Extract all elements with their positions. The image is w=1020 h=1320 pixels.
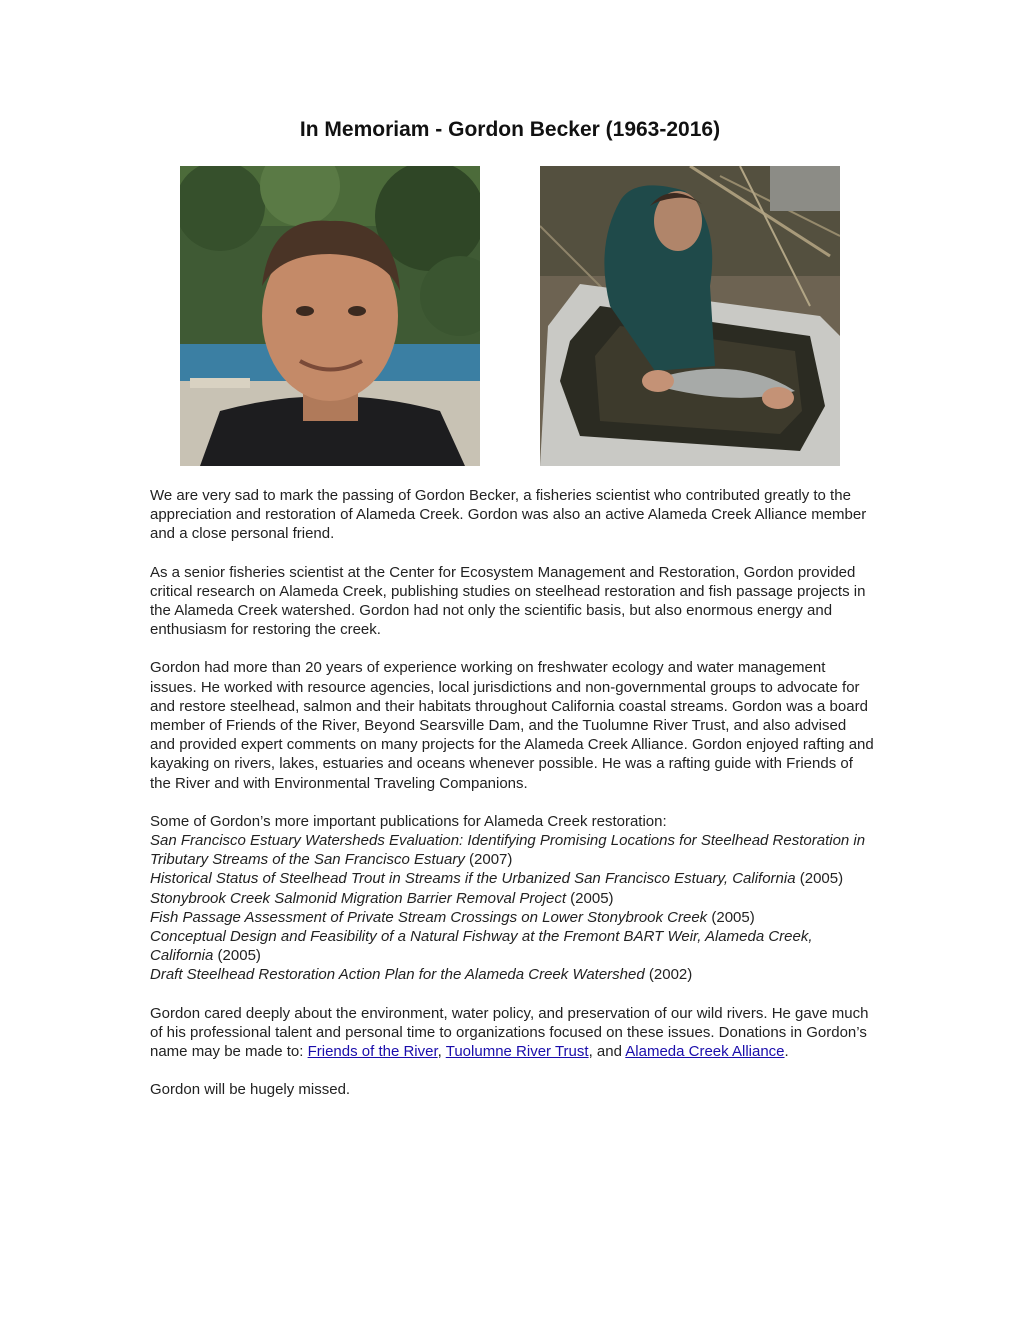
portrait-photo bbox=[180, 166, 480, 466]
experience-paragraph: Gordon had more than 20 years of experience working on freshwater ecology and water management issues. He worked with resource agencies, local jurisdictions and non-governmental groups to advocate for and restore steelhead, salmon and their habitats throughout California coastal streams. Gordon was a board member of Friends of the River, Beyond Searsville Dam, and the Tuolumne River Trust, and also advised and provided expert comments on many projects for the Alameda Creek Alliance. Gordon enjoyed rafting and kayaking on rivers, lakes, estuaries and oceans whenever possible. He was a rafting guide with Friends of the River and with Environmental Traveling Companions. bbox=[150, 659, 874, 792]
intro-paragraph: We are very sad to mark the passing of Gordon Becker, a fisheries scientist who contributed greatly to the appreciation and restoration of Alameda Creek. Gordon was also an active Alameda Creek Alliance member and a close personal friend. bbox=[150, 487, 867, 543]
article-body bbox=[150, 486, 875, 1118]
publication-item bbox=[150, 965, 875, 984]
alameda-creek-alliance-link[interactable]: Alameda Creek Alliance bbox=[625, 1043, 785, 1061]
publication-title: San Francisco Estuary Watersheds Evaluation: Identifying Promising Locations for Steelhead Restoration in Tributary Streams of the San Francisco Estuary bbox=[150, 832, 866, 869]
separator: , bbox=[437, 1043, 446, 1061]
final-line: Gordon will be hugely missed. bbox=[150, 1081, 351, 1099]
publication-title: Draft Steelhead Restoration Action Plan for the Alameda Creek Watershed bbox=[150, 966, 645, 984]
donations-text: Gordon cared deeply about the environment, water policy, and preservation of our wild rivers. He gave much of his professional talent and personal time to organizations focused on these issues. Donations in Gordon’s name may be made to: bbox=[150, 1004, 869, 1061]
tuolumne-river-trust-link[interactable]: Tuolumne River Trust bbox=[445, 1043, 589, 1061]
publication-year: (2002) bbox=[644, 966, 693, 984]
publication-year: (2007) bbox=[464, 851, 513, 869]
publications-intro: Some of Gordon’s more important publications for Alameda Creek restoration: bbox=[150, 812, 667, 830]
publication-title: Historical Status of Steelhead Trout in Streams if the Urbanized San Francisco Estuary, California bbox=[150, 870, 796, 888]
donations-paragraph bbox=[150, 1004, 875, 1062]
publication-item bbox=[150, 927, 875, 965]
publications-list bbox=[150, 812, 875, 985]
publication-title: Fish Passage Assessment of Private Stream Crossings on Lower Stonybrook Creek bbox=[150, 908, 708, 926]
friends-of-the-river-link[interactable]: Friends of the River bbox=[307, 1043, 438, 1061]
publication-year: (2005) bbox=[795, 870, 844, 888]
publication-item bbox=[150, 908, 875, 927]
publication-item bbox=[150, 831, 875, 869]
publication-year: (2005) bbox=[707, 908, 755, 926]
publication-title: Conceptual Design and Feasibility of a Natural Fishway at the Fremont BART Weir, Alameda Creek, California bbox=[150, 928, 813, 965]
publication-item bbox=[150, 869, 875, 888]
publication-title: Stonybrook Creek Salmonid Migration Barrier Removal Project bbox=[150, 889, 567, 907]
career-paragraph: As a senior fisheries scientist at the Center for Ecosystem Management and Restoration, Gordon provided critical research on Alameda Creek, publishing studies on steelhead restoration and fish passage projects in the Alameda Creek watershed. Gordon had not only the scientific basis, but also enormous energy and enthusiasm for restoring the creek. bbox=[150, 563, 866, 639]
publication-year: (2005) bbox=[213, 947, 261, 965]
publication-item bbox=[150, 889, 875, 908]
fish-release-photo bbox=[540, 166, 840, 466]
period: . bbox=[784, 1043, 789, 1061]
separator: , and bbox=[588, 1043, 626, 1061]
page-title: In Memoriam - Gordon Becker (1963-2016) bbox=[299, 118, 721, 141]
publication-year: (2005) bbox=[566, 889, 614, 907]
